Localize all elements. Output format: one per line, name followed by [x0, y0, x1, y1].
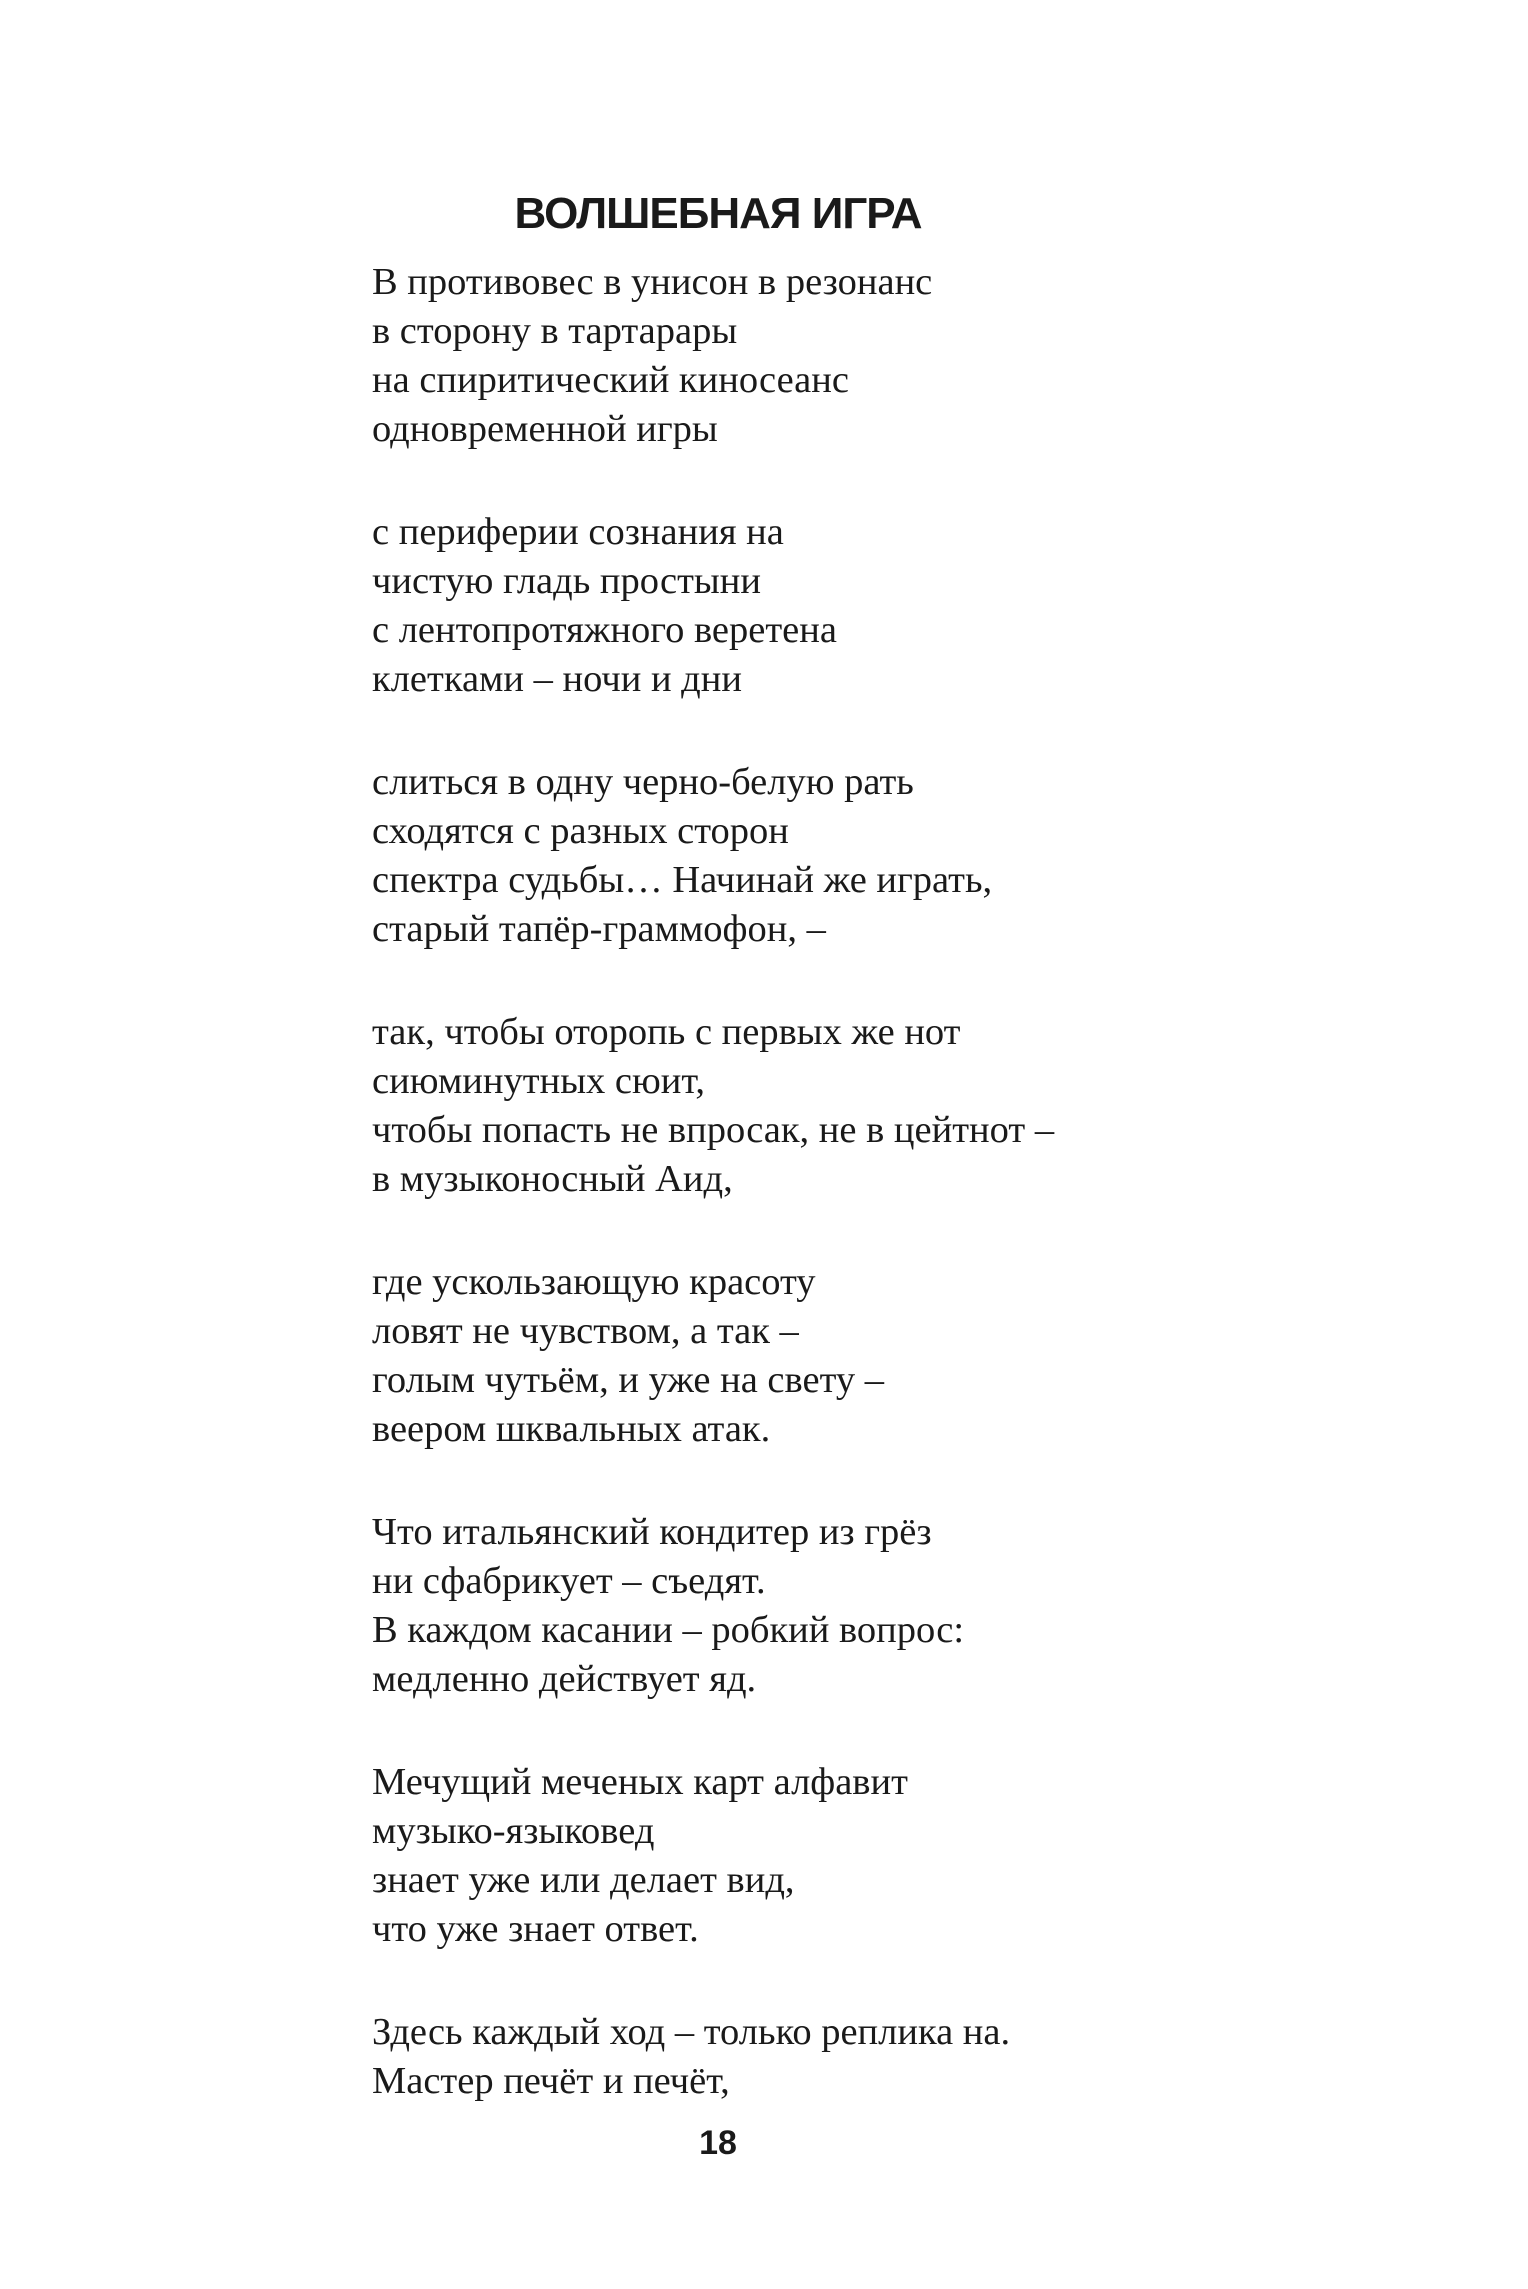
stanza	[372, 1508, 1472, 1704]
poem-line: где ускользающую красоту	[372, 1261, 816, 1303]
poem-line: чтобы попасть не впросак, не в цейтнот –	[372, 1109, 1055, 1151]
poem-line: Мастер печёт и печёт,	[372, 2060, 730, 2102]
poem-line: что уже знает ответ.	[372, 1908, 699, 1950]
poem-line: ловят не чувством, а так –	[372, 1310, 799, 1352]
poem-line: с лентопротяжного веретена	[372, 609, 837, 651]
poem-line: знает уже или делает вид,	[372, 1859, 795, 1901]
poem-line: спектра судьбы… Начинай же играть,	[372, 859, 993, 901]
poem-line: слиться в одну черно-белую рать	[372, 761, 914, 803]
poem-line: одновременной игры	[372, 408, 718, 450]
poem-line: ни сфабрикует – съедят.	[372, 1560, 766, 1602]
stanza	[372, 258, 1472, 454]
poem-line: голым чутьём, и уже на свету –	[372, 1359, 885, 1401]
stanza	[372, 1008, 1472, 1204]
poem-line: веером шквальных атак.	[372, 1408, 771, 1450]
page-number: 18	[699, 2124, 737, 2162]
poem-line: в сторону в тартарары	[372, 310, 738, 352]
stanza	[372, 2008, 1472, 2106]
poem-line: сиюминутных сюит,	[372, 1060, 705, 1102]
poem-line: музыко-языковед	[372, 1810, 655, 1852]
poem-line: сходятся с разных сторон	[372, 810, 789, 852]
poem-line: Мечущий меченых карт алфавит	[372, 1761, 908, 1803]
poem-title: ВОЛШЕБНАЯ ИГРА	[514, 189, 922, 238]
stanza	[372, 758, 1472, 954]
poem-line: Здесь каждый ход – только реплика на.	[372, 2011, 1011, 2053]
poem-line: Что итальянский кондитер из грёз	[372, 1511, 932, 1553]
poem-line: В противовес в унисон в резонанс	[372, 261, 933, 303]
poem-line: на спиритический киносеанс	[372, 359, 849, 401]
poem-line: чистую гладь простыни	[372, 560, 761, 602]
poem-line: медленно действует яд.	[372, 1658, 757, 1700]
poem-line: В каждом касании – робкий вопрос:	[372, 1609, 965, 1651]
poem-line: старый тапёр-граммофон, –	[372, 908, 826, 950]
poem-line: клетками – ночи и дни	[372, 658, 742, 700]
stanza	[372, 1758, 1472, 1954]
poem-body	[372, 258, 1472, 2106]
poem-line: в музыконосный Аид,	[372, 1158, 733, 1200]
stanza	[372, 508, 1472, 704]
poem-line: с периферии сознания на	[372, 511, 784, 553]
stanza	[372, 1258, 1472, 1454]
poem-line: так, чтобы оторопь с первых же нот	[372, 1011, 961, 1053]
